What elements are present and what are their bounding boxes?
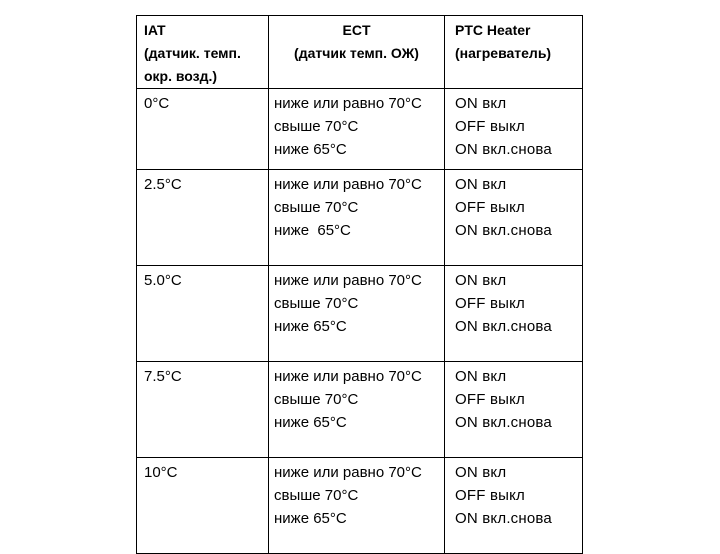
heater-state: OFF выкл (455, 391, 525, 408)
header-ect-line: (датчик темп. ОЖ) (294, 45, 419, 61)
header-ect (269, 16, 445, 89)
heater-states-cell (445, 458, 583, 554)
ect-condition: ниже или равно 70°C (274, 368, 422, 385)
table-row (137, 89, 583, 170)
heater-state: ON вкл.снова (455, 510, 552, 527)
ect-condition: ниже или равно 70°C (274, 272, 422, 289)
heater-state: OFF выкл (455, 487, 525, 504)
heater-state: OFF выкл (455, 118, 525, 135)
ect-condition: свыше 70°C (274, 199, 359, 216)
ect-condition: ниже 65°C (274, 510, 347, 527)
ect-condition: ниже 65°C (274, 414, 347, 431)
heater-state: ON вкл.снова (455, 318, 552, 335)
iat-temperature-cell (137, 170, 269, 266)
iat-temperature: 2.5°C (144, 176, 182, 193)
iat-temperature: 10°C (144, 464, 178, 481)
header-iat-line: IAT (144, 22, 166, 38)
ect-condition: свыше 70°C (274, 391, 359, 408)
heater-state: ON вкл (455, 368, 507, 385)
ect-condition: ниже 65°C (274, 222, 351, 239)
heater-states-cell (445, 266, 583, 362)
ect-condition: ниже 65°C (274, 318, 347, 335)
table-row (137, 458, 583, 554)
heater-state: ON вкл (455, 464, 507, 481)
heater-state: ON вкл (455, 95, 507, 112)
heater-state: OFF выкл (455, 295, 525, 312)
heater-state: ON вкл (455, 176, 507, 193)
heater-state: ON вкл.снова (455, 222, 552, 239)
header-ptc-line: (нагреватель) (455, 45, 552, 61)
heater-state: ON вкл (455, 272, 507, 289)
ect-conditions-cell (269, 458, 445, 554)
header-iat (137, 16, 269, 89)
header-iat-line: (датчик. темп. (144, 45, 241, 61)
heater-state: ON вкл.снова (455, 414, 552, 431)
heater-state: ON вкл.снова (455, 141, 552, 158)
ect-condition: ниже или равно 70°C (274, 95, 422, 112)
iat-temperature: 0°C (144, 95, 170, 112)
ect-conditions-cell (269, 89, 445, 170)
iat-temperature-cell (137, 362, 269, 458)
heater-state: OFF выкл (455, 199, 525, 216)
table-row (137, 170, 583, 266)
header-ptc-line: PTC Heater (455, 22, 531, 38)
ect-conditions-cell (269, 170, 445, 266)
ect-condition: свыше 70°C (274, 118, 359, 135)
table-row (137, 362, 583, 458)
iat-temperature-cell (137, 89, 269, 170)
heater-states-cell (445, 170, 583, 266)
ect-condition: ниже или равно 70°C (274, 464, 422, 481)
table-header-row (137, 16, 583, 89)
heater-states-cell (445, 362, 583, 458)
heater-control-table (136, 15, 583, 554)
iat-temperature: 7.5°C (144, 368, 182, 385)
iat-temperature-cell (137, 266, 269, 362)
iat-temperature-cell (137, 458, 269, 554)
ect-conditions-cell (269, 362, 445, 458)
iat-temperature: 5.0°C (144, 272, 182, 289)
header-ect-line: ECT (342, 22, 371, 38)
ect-condition: свыше 70°C (274, 295, 359, 312)
ect-condition: ниже 65°C (274, 141, 347, 158)
heater-states-cell (445, 89, 583, 170)
header-iat-line: окр. возд.) (144, 68, 218, 84)
ect-conditions-cell (269, 266, 445, 362)
table-row (137, 266, 583, 362)
header-ptc (445, 16, 583, 89)
ect-condition: ниже или равно 70°C (274, 176, 422, 193)
ect-condition: свыше 70°C (274, 487, 359, 504)
